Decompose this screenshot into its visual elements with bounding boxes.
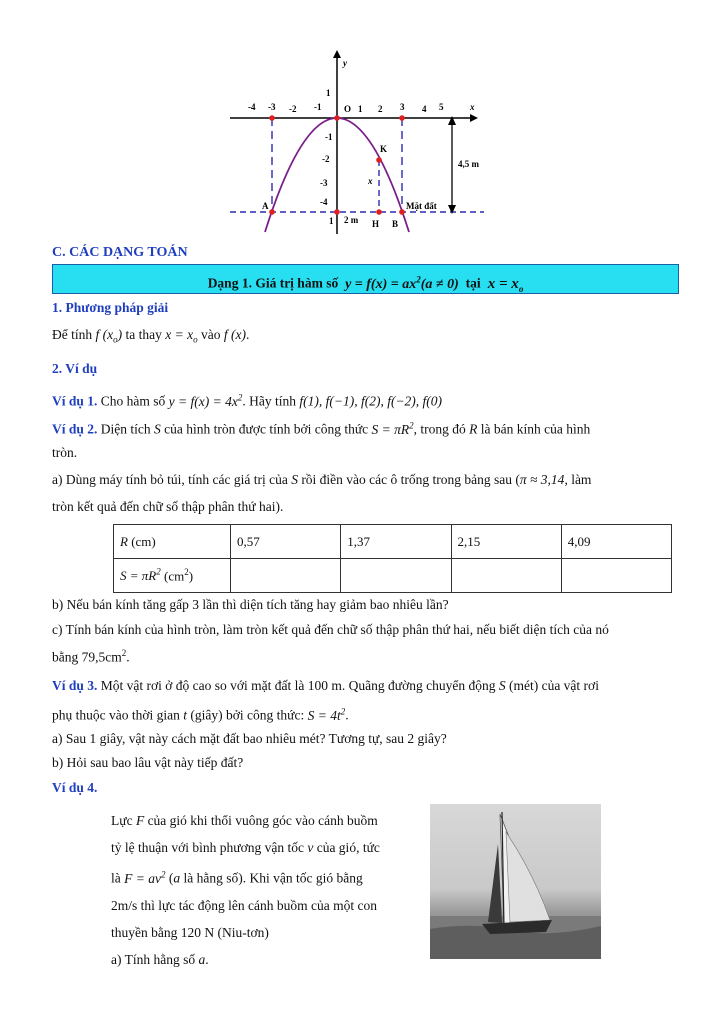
- origin-label: O: [344, 104, 352, 114]
- point-a: [269, 209, 275, 215]
- x-tick: 2: [378, 104, 383, 114]
- x-tick: -1: [314, 102, 322, 112]
- y-tick: -3: [320, 178, 328, 188]
- s1-text: Để tính f $(x_o)$ ta thay $x = x_o$ vào f (x).: [52, 327, 250, 345]
- y-axis-label: y: [343, 58, 347, 68]
- vd3-b: b) Hỏi sau bao lâu vật này tiếp đất?: [52, 755, 244, 770]
- vd1-line: Ví dụ 1. Cho hàm số $y = f(x) = 4x^2$. Hãy tính f(1), f(−1), f(2), f(−2), f(0): [52, 392, 443, 409]
- y-tick: 1: [326, 88, 331, 98]
- point-k: [376, 157, 382, 163]
- table-cell-empty: [451, 559, 561, 593]
- label-b: B: [392, 219, 399, 229]
- label-k: K: [380, 144, 388, 154]
- dang-banner: Dạng 1. Giá trị hàm số $y = f(x) = ax^2(a \ne 0)$ tại $x = x_o$: [52, 264, 679, 294]
- point-h: [376, 209, 382, 215]
- table-cell: 4,09: [561, 525, 671, 559]
- label-1: 1: [329, 216, 334, 226]
- vd3-line2: phụ thuộc vào thời gian t (giây) bởi công thức: $S = 4t^2$.: [52, 706, 349, 723]
- table-row: $S = \pi R^2$ $(cm^2)$: [114, 559, 672, 593]
- x-tick: -4: [248, 102, 256, 112]
- x-tick: -3: [268, 102, 276, 112]
- table-cell: 0,57: [231, 525, 341, 559]
- vd2-line4: tròn kết quả đến chữ số thập phân thứ hai).: [52, 499, 284, 514]
- banner-lead: Dạng 1. Giá trị hàm số: [207, 275, 339, 291]
- vd2-line3: a) Dùng máy tính bỏ túi, tính các giá trị của S rồi điền vào các ô trống trong bảng sau (π ≈ 3,14, làm: [52, 472, 592, 487]
- table-cell: 2,15: [451, 525, 561, 559]
- section-title: C. CÁC DẠNG TOÁN: [52, 245, 188, 260]
- banner-tail: tại: [465, 275, 481, 291]
- vd2-b: b) Nếu bán kính tăng gấp 3 lần thì diện tích tăng hay giảm bao nhiêu lần?: [52, 597, 449, 612]
- vd2-d: bằng $79,5cm^2$.: [52, 648, 130, 665]
- x-tick: 4: [422, 104, 427, 114]
- vd2-line1: Ví dụ 2. Diện tích S của hình tròn được tính bởi công thức $S = \pi R^2$, trong đó R là bán kính của hình: [52, 420, 591, 437]
- s2-title: 2. Ví dụ: [52, 361, 98, 376]
- table-row: R (cm) 0,57 1,37 2,15 4,09: [114, 525, 672, 559]
- ground-label: Mặt đất: [406, 201, 437, 211]
- sailboat-photo: [430, 804, 601, 959]
- vd4-text: Lực F của gió khi thổi vuông góc vào cánh buồm tỷ lệ thuận với bình phương vận tốc v của gió, tức là $F = av^2$ (a là hằng số). Khi vận tốc gió bằng 2m/s thì lực tác động lên cánh buồm của một con thuyền bằng 120 N (Niu-tơn) a) Tính hằng số a.: [111, 813, 380, 967]
- label-2m: 2 m: [344, 215, 359, 225]
- x-tick: 3: [400, 102, 405, 112]
- x-axis-label: x: [470, 102, 475, 112]
- vd2-c: c) Tính bán kính của hình tròn, làm tròn kết quả đến chữ số thập phân thứ hai, nếu biết diện tích của nó: [52, 622, 609, 637]
- height-label: 4,5 m: [458, 159, 479, 169]
- vd4-label: Ví dụ 4.: [52, 780, 98, 795]
- s1-title: 1. Phương pháp giải: [52, 300, 169, 315]
- x-tick: -2: [289, 104, 297, 114]
- table-cell: 1,37: [341, 525, 451, 559]
- vd3-line1: Ví dụ 3. Một vật rơi ở độ cao so với mặt đất là 100 m. Quãng đường chuyển động S (mét) của vật rơi: [52, 678, 599, 693]
- table-cell-empty: [561, 559, 671, 593]
- vd2-line2: tròn.: [52, 445, 78, 460]
- radius-area-table: [113, 524, 672, 593]
- vd3-a: a) Sau 1 giây, vật này cách mặt đất bao nhiêu mét? Tương tự, sau 2 giây?: [52, 731, 447, 746]
- table-cell-empty: [231, 559, 341, 593]
- table-cell-empty: [341, 559, 451, 593]
- y-tick: -4: [320, 197, 328, 207]
- point-b: [399, 209, 405, 215]
- label-h: H: [372, 219, 380, 229]
- x-tick: 5: [439, 102, 444, 112]
- y-tick: -1: [325, 132, 333, 142]
- parabola-graph: [222, 48, 492, 236]
- label-x: x: [368, 176, 373, 186]
- label-a: A: [262, 201, 269, 211]
- y-tick: -2: [322, 154, 330, 164]
- x-tick: 1: [358, 104, 363, 114]
